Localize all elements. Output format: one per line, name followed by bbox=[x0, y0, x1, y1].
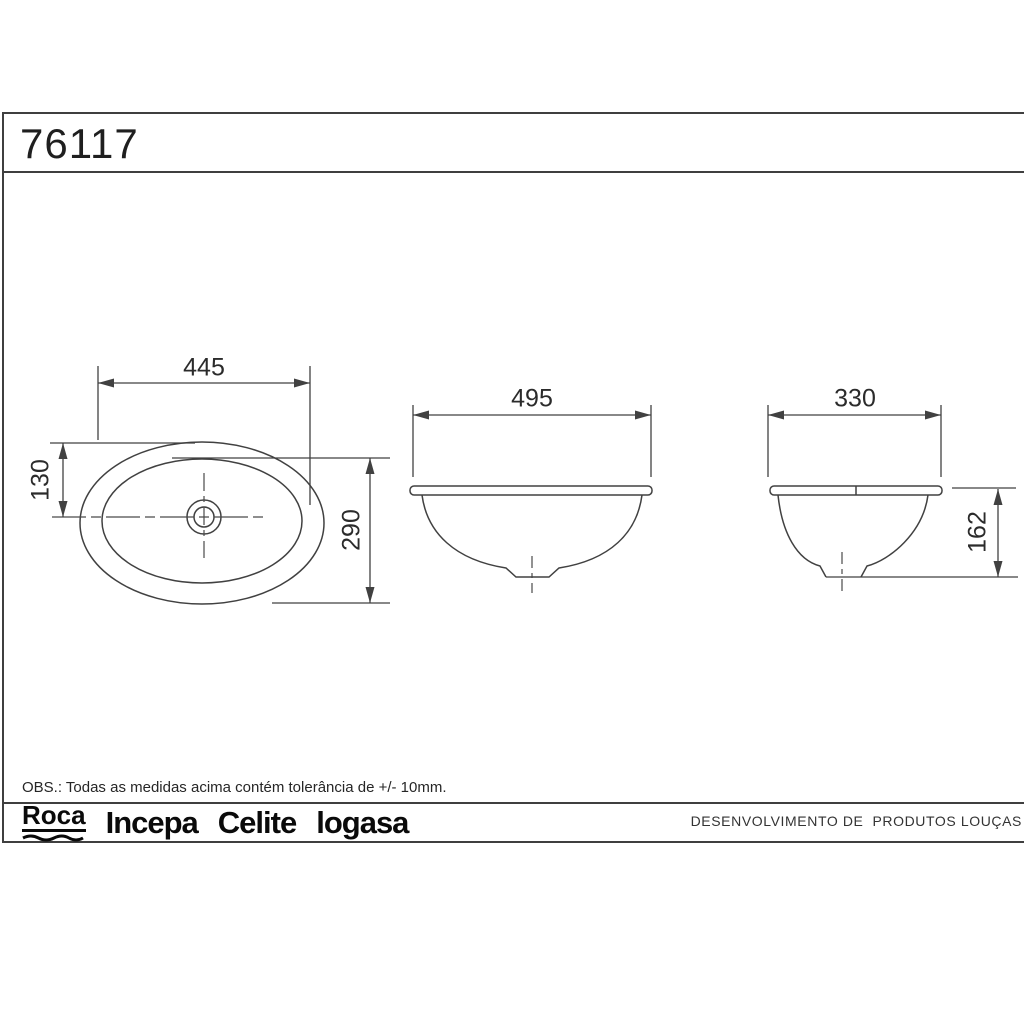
dim-label-side-width: 330 bbox=[834, 384, 876, 413]
brand-logo-roca-text: Roca bbox=[22, 800, 86, 830]
center-lines bbox=[52, 473, 842, 593]
brand-logo-celite: Celite bbox=[217, 804, 297, 840]
side-view-outline bbox=[770, 486, 942, 577]
department-label: DESENVOLVIMENTO DE PRODUTOS LOUÇAS bbox=[690, 813, 1022, 829]
roca-wave-icon bbox=[22, 834, 84, 842]
dim-label-top-width: 445 bbox=[183, 353, 225, 382]
product-code: 76117 bbox=[20, 120, 139, 167]
dim-label-top-offset: 130 bbox=[26, 459, 55, 501]
tolerance-note: OBS.: Todas as medidas acima contém tolerância de +/- 10mm. bbox=[22, 779, 447, 796]
brand-logo-incepa: Incepa bbox=[105, 804, 198, 840]
front-view-outline bbox=[410, 486, 652, 577]
dim-label-front-width: 495 bbox=[511, 384, 553, 413]
dim-label-top-depth: 290 bbox=[337, 509, 366, 551]
dim-label-side-height: 162 bbox=[963, 511, 992, 553]
brand-logo-logasa: logasa bbox=[316, 804, 409, 840]
top-view-outline bbox=[80, 442, 324, 604]
brand-logo-roca bbox=[22, 802, 86, 842]
